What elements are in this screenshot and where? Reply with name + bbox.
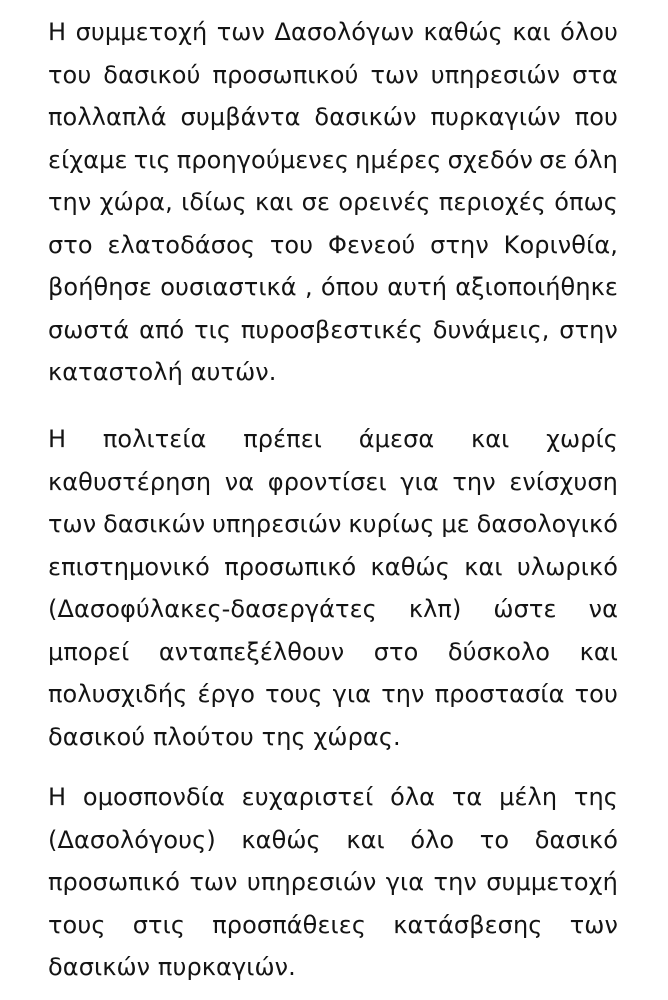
word: πολυσχιδής xyxy=(48,680,188,708)
text-line-last: δασικών πυρκαγιών. xyxy=(48,953,296,981)
word: δύσκολο xyxy=(447,637,551,666)
text-line xyxy=(48,904,618,947)
word: στα xyxy=(572,60,618,89)
word: για xyxy=(400,467,439,496)
word: από xyxy=(139,315,185,344)
word: προσωπικού xyxy=(212,60,359,89)
text-line xyxy=(48,266,618,309)
word: ορεινές xyxy=(338,188,431,216)
word: στην xyxy=(559,315,618,344)
word: κατάσβεσης xyxy=(393,910,543,939)
word: του xyxy=(269,230,314,259)
word: τις xyxy=(133,145,171,174)
word: στην xyxy=(430,230,489,259)
word: στο xyxy=(373,637,419,666)
word: δασικού xyxy=(103,60,201,89)
word: συμβάντα xyxy=(180,103,301,131)
word: κυρίως xyxy=(348,510,435,538)
text-line xyxy=(48,776,618,819)
word: συμμετοχή xyxy=(486,868,618,896)
word: Η xyxy=(48,425,67,453)
text-line xyxy=(48,819,618,862)
text-line xyxy=(48,588,618,631)
word: άμεσα xyxy=(358,425,435,453)
word: μέλη xyxy=(499,783,558,811)
word: δασικών xyxy=(314,103,417,131)
word: μπορεί xyxy=(48,637,130,666)
text-line xyxy=(48,631,618,674)
word: όλου xyxy=(560,18,618,46)
word: τους xyxy=(48,910,106,939)
word: είχαμε xyxy=(48,145,128,174)
text-line xyxy=(48,503,618,546)
word: όλη xyxy=(573,145,618,174)
word: των xyxy=(370,60,419,89)
word: και xyxy=(464,552,503,581)
word: (Δασολόγους) xyxy=(48,825,216,854)
word: Δασολόγων xyxy=(274,18,415,46)
word: καθώς xyxy=(241,825,321,854)
word: για xyxy=(385,868,425,896)
word: δασολογικό xyxy=(476,510,618,538)
text-line xyxy=(48,139,618,182)
text-line-last: καταστολή αυτών. xyxy=(48,358,277,386)
word: των xyxy=(189,868,238,896)
word: Η xyxy=(48,18,67,46)
word: των xyxy=(569,910,618,939)
word: πολιτεία xyxy=(102,425,207,453)
word: σε xyxy=(301,188,331,216)
word: συμμετοχή xyxy=(75,18,208,46)
word: ευχαριστεί xyxy=(241,783,374,811)
word: προσπάθειες xyxy=(212,910,367,939)
word: και xyxy=(254,188,294,216)
word: δυνάμεις, xyxy=(432,315,550,344)
text-line-last: δασικού πλούτου της χώρας. xyxy=(48,722,401,751)
word: των xyxy=(216,18,266,46)
word: σε xyxy=(539,145,568,174)
word: να xyxy=(588,595,618,623)
word: έργο xyxy=(197,680,255,708)
paragraph-2 xyxy=(48,418,618,758)
word: αυτή xyxy=(387,273,448,301)
word: πρέπει xyxy=(243,425,322,453)
word: προσωπικό xyxy=(224,552,357,581)
word: της xyxy=(573,783,618,811)
word: για xyxy=(332,680,372,708)
word: στις xyxy=(132,910,186,939)
paragraph-1 xyxy=(48,11,618,394)
word: βοήθησε xyxy=(48,273,152,301)
word: κλπ) xyxy=(408,595,462,623)
word: ιδίως xyxy=(181,188,247,216)
word: Η xyxy=(48,783,67,811)
text-line xyxy=(48,546,618,589)
word: και xyxy=(579,637,618,666)
word: ελατοδάσος xyxy=(107,230,256,259)
word: υπηρεσιών xyxy=(212,510,342,538)
word: πυρκαγιών xyxy=(430,103,561,131)
word: ουσιαστικά xyxy=(160,273,297,301)
paragraph-3 xyxy=(48,776,618,989)
text-line xyxy=(48,861,618,904)
word: προσωπικό xyxy=(48,868,180,896)
word: αξιοποιήθηκε xyxy=(455,273,618,301)
word: την xyxy=(452,467,496,496)
word: ημέρες xyxy=(355,145,442,174)
word: την xyxy=(433,868,477,896)
word: των xyxy=(48,510,97,538)
word: δασικών xyxy=(103,510,206,538)
word: περιοχές xyxy=(438,188,546,216)
word: υπηρεσιών xyxy=(430,60,561,89)
word: να xyxy=(224,467,255,496)
word: (Δασοφύλακες-δασεργάτες xyxy=(48,595,377,623)
word: Κορινθία, xyxy=(503,230,618,259)
word: φροντίσει xyxy=(267,467,387,496)
word: την xyxy=(381,680,425,708)
text-line xyxy=(48,461,618,504)
word: του xyxy=(574,680,618,708)
word: πυροσβεστικές xyxy=(240,315,423,344)
word: την xyxy=(48,188,92,216)
word: , xyxy=(304,273,313,301)
word: ανταπεξέλθουν xyxy=(158,637,345,666)
word: προστασία xyxy=(434,680,565,708)
word: το xyxy=(479,825,510,854)
word: και xyxy=(471,425,510,453)
word: του xyxy=(48,60,92,89)
text-line xyxy=(48,673,618,716)
text-line xyxy=(48,96,618,139)
word: τα xyxy=(451,783,483,811)
word: όλα xyxy=(390,783,436,811)
word: τις xyxy=(194,315,232,344)
word: πολλαπλά xyxy=(48,103,167,131)
word: που xyxy=(574,103,618,131)
text-line xyxy=(48,418,618,461)
word: δασικό xyxy=(534,825,618,854)
word: με xyxy=(441,510,470,538)
word: σχεδόν xyxy=(447,145,534,174)
text-line xyxy=(48,309,618,352)
text-line xyxy=(48,11,618,54)
word: επιστημονικό xyxy=(48,552,210,581)
text-line xyxy=(48,224,618,267)
text-line xyxy=(48,54,618,97)
word: ενίσχυση xyxy=(509,467,618,496)
text-line xyxy=(48,181,618,224)
word: υπηρεσιών xyxy=(246,868,377,896)
word: όπως xyxy=(554,188,618,216)
word: ομοσπονδία xyxy=(82,783,225,811)
word: όλο xyxy=(410,825,455,854)
word: σωστά xyxy=(48,315,130,344)
word: Φενεού xyxy=(327,230,416,259)
word: καθυστέρηση xyxy=(48,467,212,496)
word: τους xyxy=(265,680,323,708)
word: ώστε xyxy=(493,595,557,623)
word: όπου xyxy=(320,273,380,301)
word: καθώς xyxy=(370,552,450,581)
word: καθώς xyxy=(423,18,503,46)
word: υλωρικό xyxy=(516,552,618,581)
word: στο xyxy=(48,230,93,259)
word: προηγούμενες xyxy=(176,145,350,174)
word: χωρίς xyxy=(546,425,618,453)
word: και xyxy=(512,18,551,46)
word: χώρα, xyxy=(99,188,173,216)
word: και xyxy=(346,825,385,854)
